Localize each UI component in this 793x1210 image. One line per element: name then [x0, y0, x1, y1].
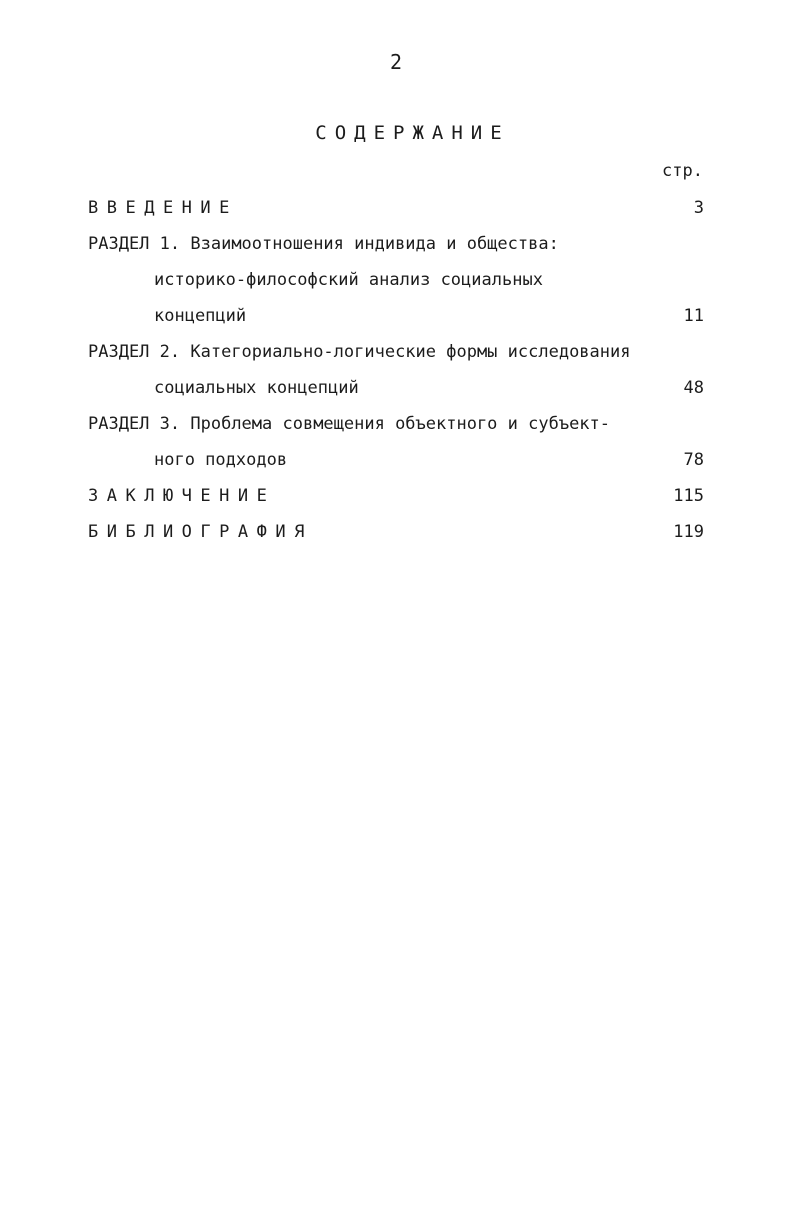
toc-entry-section-3 — [88, 413, 610, 435]
page-column-label: стр. — [662, 161, 703, 181]
section-1-title-line-2: историко-философский анализ социальных — [154, 270, 543, 290]
toc-entry-section-1 — [88, 233, 559, 255]
toc-entry-introduction: ВВЕДЕНИЕ — [88, 198, 238, 218]
section-2-prefix: РАЗДЕЛ 2. — [88, 342, 181, 362]
section-1-prefix: РАЗДЕЛ 1. — [88, 234, 181, 254]
section-1-title-line-3: концепций — [154, 306, 247, 326]
toc-entry-section-2-page: 48 — [683, 378, 704, 398]
section-2-title-line-2: социальных концепций — [154, 378, 359, 398]
toc-entry-section-2 — [88, 341, 630, 363]
page-number: 2 — [389, 50, 404, 74]
toc-entry-bibliography: БИБЛИОГРАФИЯ — [88, 522, 313, 542]
toc-entry-introduction-page: 3 — [693, 198, 704, 218]
section-3-title-line-1: Проблема совмещения объектного и субъект- — [190, 414, 611, 434]
section-1-title-line-1: Взаимоотношения индивида и общества: — [190, 234, 559, 254]
toc-entry-conclusion-page: 115 — [673, 486, 704, 506]
toc-entry-section-1-page: 11 — [683, 306, 704, 326]
table-of-contents-title: СОДЕРЖАНИЕ — [315, 122, 510, 144]
toc-entry-section-3-page: 78 — [683, 450, 704, 470]
section-3-title-line-2: ного подходов — [154, 450, 288, 470]
section-3-prefix: РАЗДЕЛ 3. — [88, 414, 181, 434]
section-2-title-line-1: Категориально-логические формы исследования — [190, 342, 631, 362]
toc-entry-conclusion: ЗАКЛЮЧЕНИЕ — [88, 486, 276, 506]
toc-entry-bibliography-page: 119 — [673, 522, 704, 542]
